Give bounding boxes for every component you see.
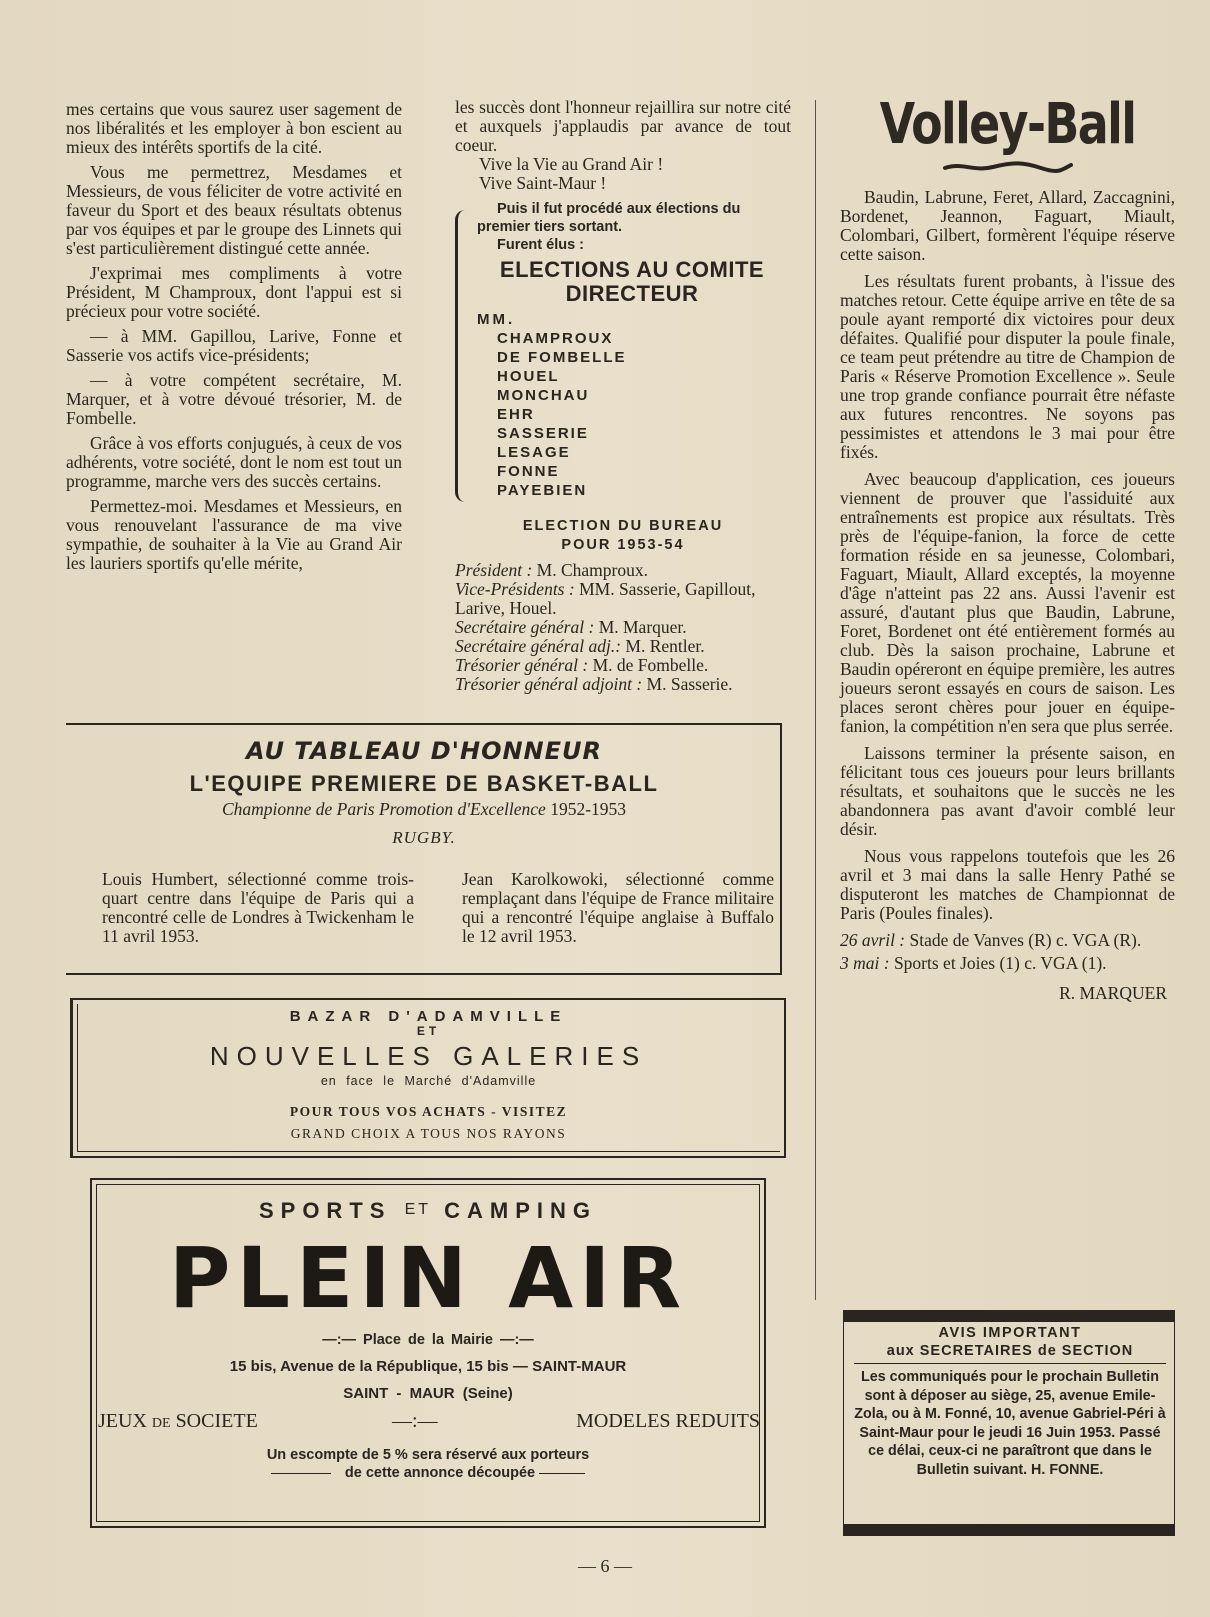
paragraph: — à MM. Gapillou, Larive, Fonne et Sasserie vos actifs vice-présidents; <box>66 326 402 365</box>
page-number: — 6 — <box>578 1556 632 1576</box>
ad-category: SPORTS ET CAMPING <box>258 1198 598 1223</box>
speech-column-1 <box>66 100 402 579</box>
wave-ornament <box>943 160 1073 174</box>
elected-name: HOUEL <box>497 368 560 385</box>
paragraph: J'exprimai mes compliments à votre Président, M Champroux, dont l'appui est si précieux pour votre société. <box>66 263 402 321</box>
column-divider <box>815 100 816 1300</box>
elected-name: FONNE <box>497 463 560 480</box>
ad-address: 15 bis, Avenue de la République, 15 bis — SAINT-MAUR <box>229 1358 627 1375</box>
paragraph: les succès dont l'honneur rejaillira sur notre cité et auxquels j'applaudis par avance de tout coeur. <box>455 97 791 155</box>
ad-product: JEUX DE SOCIETE <box>98 1410 258 1432</box>
elected-intro: Furent élus : <box>497 237 585 253</box>
bureau-entry: Vice-Présidents : MM. Sasserie, Gapillout, Larive, Houel. <box>455 579 756 618</box>
elected-name: EHR <box>497 406 535 423</box>
elected-name: DE FOMBELLE <box>497 349 627 366</box>
plein-air-advertisement <box>90 1178 766 1528</box>
elected-names <box>477 329 787 500</box>
ad-store-name: NOUVELLES GALERIES <box>209 1041 648 1071</box>
elected-name: MONCHAU <box>497 387 590 404</box>
paragraph: Nous vous rappelons toutefois que les 26 avril et 3 mai dans la salle Henry Pathé se disputeront les matches de Championnat de Paris (Poules finales). <box>840 846 1175 923</box>
match-entry: 26 avril : Stade de Vanves (R) c. VGA (R). <box>840 930 1142 950</box>
ad-location: en face le Marché d'Adamville <box>320 1074 537 1088</box>
honor-roll-box <box>66 723 782 975</box>
paragraph: mes certains que vous saurez user sagement de nos libéralités et les employer à bon escient au mieux des intérêts sportifs de la cité. <box>66 99 402 157</box>
volley-ball-article <box>840 90 1175 1004</box>
cheer: Vive Saint-Maur ! <box>479 173 607 193</box>
ad-city: SAINT - MAUR (Seine) <box>343 1385 513 1402</box>
ad-product: MODELES REDUITS <box>576 1410 760 1432</box>
honor-roll-title: AU TABLEAU D'HONNEUR <box>245 737 603 765</box>
bureau-entry: Secrétaire général adj.: M. Rentler. <box>455 636 705 656</box>
bazar-advertisement <box>70 998 786 1158</box>
brace-divider <box>455 210 469 502</box>
rugby-heading: RUGBY. <box>392 828 456 847</box>
elected-name: CHAMPROUX <box>497 330 614 347</box>
elected-name: PAYEBIEN <box>497 482 588 499</box>
ad-conjunction: ET <box>416 1024 441 1038</box>
rugby-selection: Louis Humbert, sélectionné comme trois-quart centre dans l'équipe de Paris qui a rencontré celle de Londres à Twickenham le 11 avril 1953. <box>102 869 414 946</box>
signature: R. MARQUER <box>1059 983 1167 1003</box>
bureau-entry: Président : M. Champroux. <box>455 560 648 580</box>
notice-box <box>843 1310 1175 1536</box>
bureau-entry: Trésorier général : M. de Fombelle. <box>455 655 709 675</box>
notice-subtitle: aux SECRETAIRES de SECTION <box>854 1342 1166 1364</box>
elections-block <box>455 200 791 505</box>
notice-title: AVIS IMPORTANT <box>938 1325 1082 1341</box>
team-heading: L'EQUIPE PREMIERE DE BASKET-BALL <box>189 771 659 796</box>
ad-discount: Un escompte de 5 % sera réservé aux porteurs de cette annonce découpée <box>266 1447 590 1481</box>
ad-products-row <box>92 1410 764 1436</box>
elected-name: LESAGE <box>497 444 571 461</box>
article-title: Volley-Ball <box>879 92 1136 157</box>
ad-slogan: POUR TOUS VOS ACHATS - VISITEZ <box>289 1104 568 1119</box>
paragraph: Grâce à vos efforts conjugués, à ceux de vos adhérents, votre société, dont le nom est tout un programme, marche vers des succès certains. <box>66 433 402 491</box>
ad-brand-name: PLEIN AIR <box>168 1229 688 1327</box>
bureau-entry: Trésorier général adjoint : M. Sasserie. <box>455 674 733 694</box>
cheer: Vive la Vie au Grand Air ! <box>479 154 664 174</box>
speech-column-2 <box>455 98 791 193</box>
ad-place: —:— Place de la Mairie —:— <box>322 1332 534 1348</box>
elections-intro: Puis il fut procédé aux élections du premier tiers sortant. <box>477 201 741 235</box>
paragraph: — à votre compétent secrétaire, M. Marquer, et à votre dévoué trésorier, M. de Fombelle. <box>66 370 402 428</box>
paragraph: Permettez-moi. Mesdames et Messieurs, en vous renouvelant l'assurance de ma vive sympathie, de souhaiter à la Vie au Grand Air les lauriers sportifs qu'elle mérite, <box>66 496 402 573</box>
paragraph: Baudin, Labrune, Feret, Allard, Zaccagnini, Bordenet, Jeannon, Faguart, Miault, Colombari, Gilbert, formèrent l'équipe réserve cette saison. <box>840 187 1175 264</box>
paragraph: Laissons terminer la présente saison, en félicitant tous ces joueurs pour leurs brillants résultats, et souhaitons que le succès ne les abandonnera pas avant d'avoir comblé leur désir. <box>840 743 1175 839</box>
rugby-selection: Jean Karolkowoki, sélectionné comme remplaçant dans l'équipe de France militaire qui a rencontré l'équipe anglaise à Buffalo le 12 avril 1953. <box>462 869 774 946</box>
bureau-subtitle: POUR 1953-54 <box>561 537 685 553</box>
bureau-title: ELECTION DU BUREAU <box>522 518 724 534</box>
notice-text: Les communiqués pour le prochain Bulletin sont à déposer au siège, 25, avenue Emile-Zola, ou à M. Fonné, 10, avenue Gabriel-Péri à Saint-Maur pour le jeudi 16 Juin 1953. Passé ce délai, ceux-ci ne paraîtront que dans le Bulletin suivant. H. FONNE. <box>854 1369 1166 1478</box>
bureau-entry: Secrétaire général : M. Marquer. <box>455 617 687 637</box>
paragraph: Les résultats furent probants, à l'issue des matches retour. Cette équipe arrive en tête de sa poule ayant remporté dix victoires pour deux défaites. Qualifié pour disputer la poule finale, ce team peut prétendre au titre de Champion de Paris « Réserve Promotion Excellence ». Seule une trop grande confiance pourrait être néfaste aux futures rencontres. Ne soyons pas pessimistes et attendons le 3 mai pour être fixés. <box>840 271 1175 462</box>
ad-separator: —:— <box>392 1410 438 1432</box>
match-entry: 3 mai : Sports et Joies (1) c. VGA (1). <box>840 953 1107 973</box>
bureau-block <box>455 517 791 694</box>
bureau-list <box>455 561 791 694</box>
paragraph: Avec beaucoup d'application, ces joueurs viennent de prouver que l'assiduité aux entraînements est propice aux résultats. Très près de l'équipe-fanion, la force de cette formation réside en sa jeunesse, Colombari, Faguart, Miault, Allard exceptés, la moyenne d'âge n'atteint pas 22 ans. Aussi l'avenir est assuré, d'autant plus que Baudin, Labrune, Foret, Bordenet ont été entièrement formés au club. Dès la saison prochaine, Labrune et Baudin opéreront en équipe première, les autres joueurs seront essayés en cours de saison. Les places seront chères pour jouer en équipe-fanion, la compétition n'en sera que plus serrée. <box>840 469 1175 736</box>
elected-name: SASSERIE <box>497 425 589 442</box>
ad-title: BAZAR D'ADAMVILLE <box>289 1008 568 1025</box>
championship-line: Championne de Paris Promotion d'Excellence 1952-1953 <box>221 799 627 819</box>
elections-title: ELECTIONS AU COMITE DIRECTEUR <box>499 257 765 306</box>
mm-label: MM. <box>477 311 516 328</box>
ad-tagline: GRAND CHOIX A TOUS NOS RAYONS <box>290 1126 567 1141</box>
paragraph: Vous me permettrez, Mesdames et Messieurs, de vous féliciter de votre activité en faveur du Sport et des beaux résultats obtenus par vos équipes et par le groupe des Linnets qui s'est particulièrement distingué cette année. <box>66 162 402 258</box>
